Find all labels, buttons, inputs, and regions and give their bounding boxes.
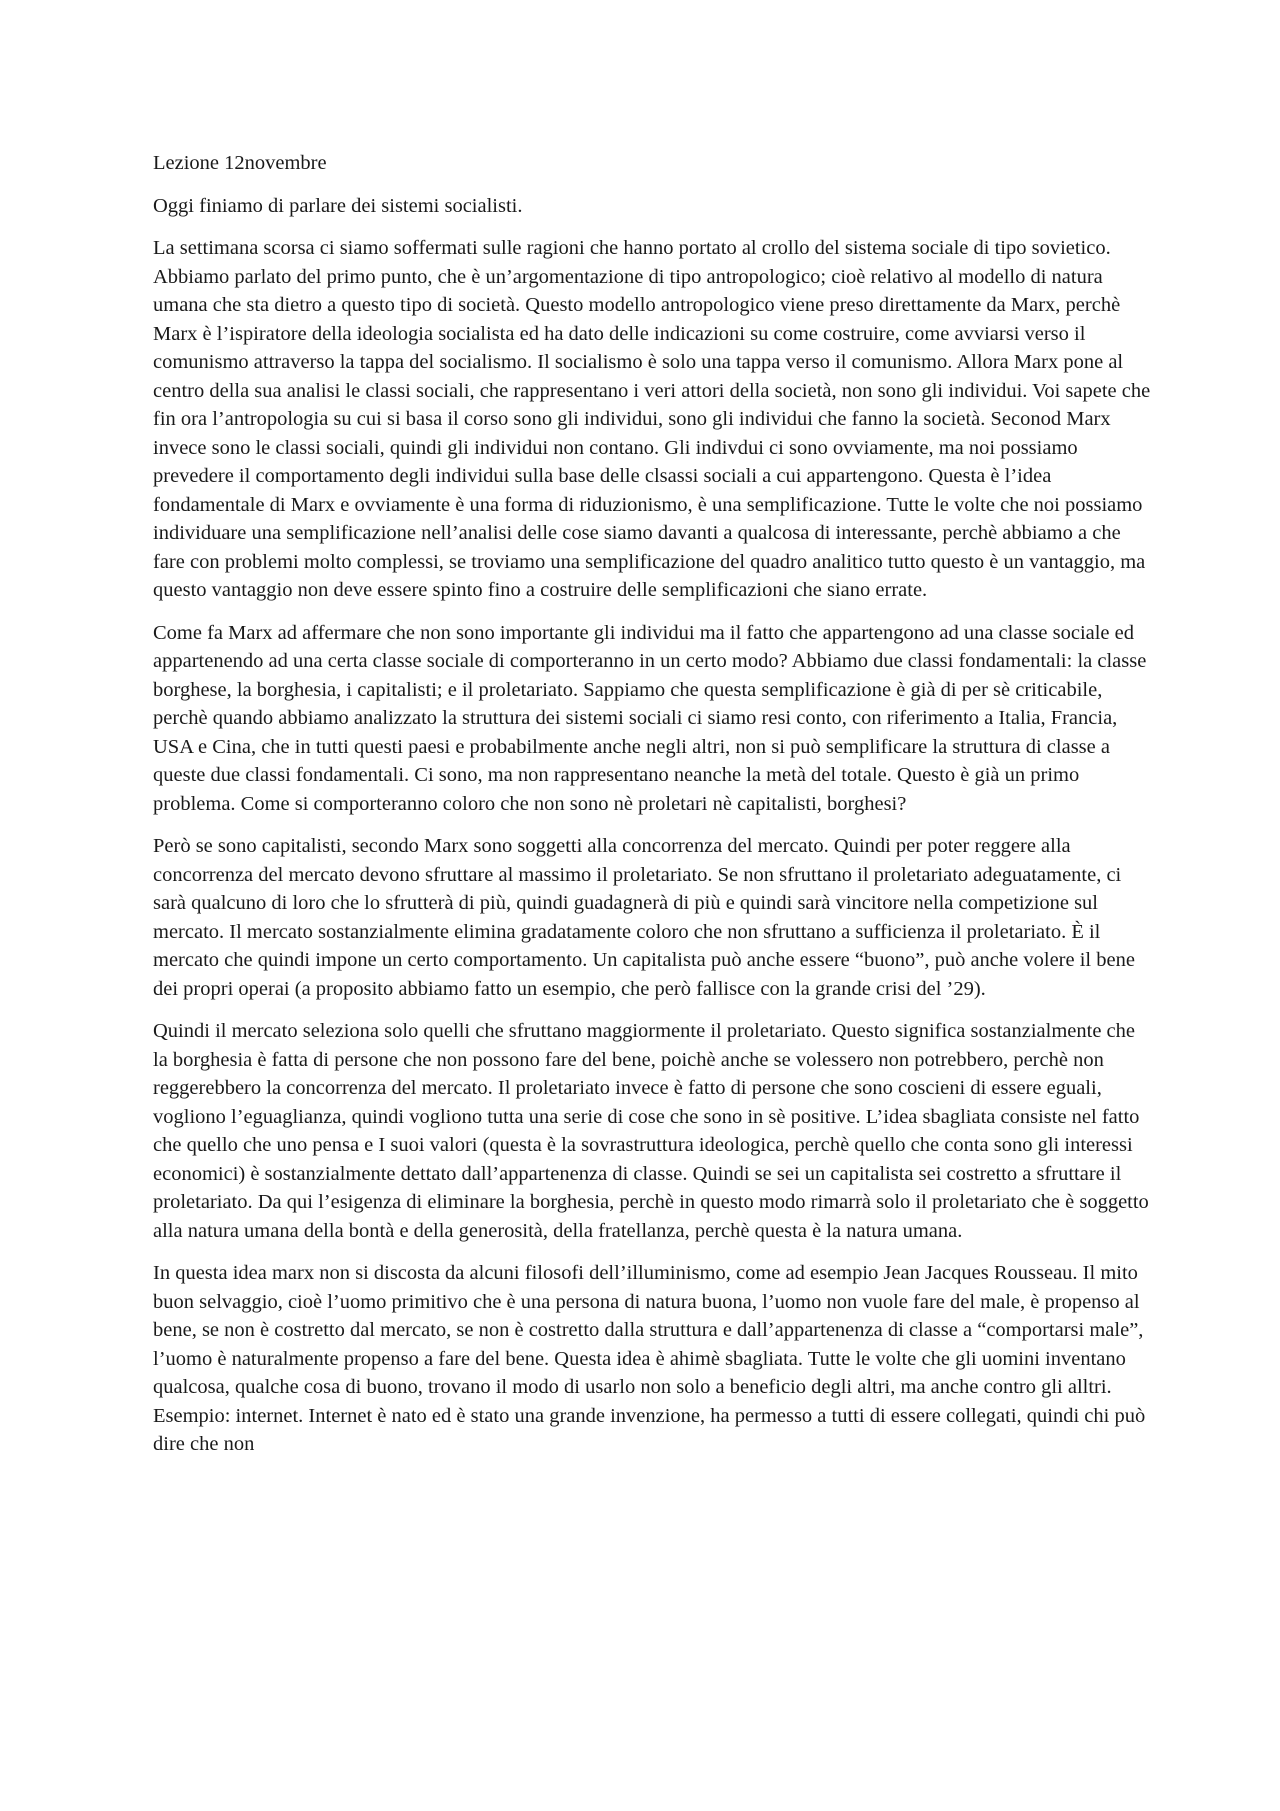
body-paragraph-2: Come fa Marx ad affermare che non sono importante gli individui ma il fatto che appartengono ad una classe sociale ed appartenendo ad una certa classe sociale di comporteranno in un certo modo? Abbiamo due classi fondamentali: la classe borghese, la borghesia, i capitalisti; e il proletariato. Sappiamo che questa semplificazione è già di per sè criticabile, perchè quando abbiamo analizzato la struttura dei sistemi sociali ci siamo resi conto, con riferimento a Italia, Francia, USA e Cina, che in tutti questi paesi e probabilmente anche negli altri, non si può semplificare la struttura di classe a queste due classi fondamentali. Ci sono, ma non rappresentano neanche la metà del totale. Questo è già un primo problema. Come si comporteranno coloro che non sono nè proletari nè capitalisti, borghesi? xyxy=(153,621,1147,815)
body-paragraph-5: In questa idea marx non si discosta da alcuni filosofi dell’illuminismo, come ad esempio Jean Jacques Rousseau. Il mito buon selvaggio, cioè l’uomo primitivo che è una persona di natura buona, l’uomo non vuole fare del male, è propenso al bene, se non è costretto dal mercato, se non è costretto dalla struttura e dall’appartenenza di classe a “comportarsi male”, l’uomo è naturalmente propenso a fare del bene. Questa idea è ahimè sbagliata. Tutte le volte che gli uomini inventano qualcosa, qualche cosa di buono, trovano il modo di usarlo non solo a beneficio degli altri, ma anche contro gli alltri. Esempio: internet. Internet è nato ed è stato una grande invenzione, ha permesso a tutti di essere collegati, quindi chi può dire che non xyxy=(153,1262,1146,1455)
body-paragraph-3: Però se sono capitalisti, secondo Marx sono soggetti alla concorrenza del mercato. Quindi per poter reggere alla concorrenza del mercato devono sfruttare al massimo il proletariato. Se non sfruttano il proletariato adeguatamente, ci sarà qualcuno di loro che lo sfrutterà di più, quindi guadagnerà di più e quindi sarà vincitore nella competizione sul mercato. Il mercato sostanzialmente elimina gradatamente coloro che non sfruttano a sufficienza il proletariato. È il mercato che quindi impone un certo comportamento. Un capitalista può anche essere “buono”, può anche volere il bene dei propri operai (a proposito abbiamo fatto un esempio, che però fallisce con la grande crisi del ’29). xyxy=(153,835,1135,1000)
document-title: Lezione 12novembre xyxy=(153,152,327,174)
intro-paragraph: Oggi finiamo di parlare dei sistemi socialisti. xyxy=(153,194,523,217)
document-page xyxy=(153,149,1153,1473)
body-paragraph-4: Quindi il mercato seleziona solo quelli che sfruttano maggiormente il proletariato. Questo significa sostanzialmente che la borghesia è fatta di persone che non possono fare del bene, poichè anche se volessero non potrebbero, perchè non reggerebbero la concorrenza del mercato. Il proletariato invece è fatto di persone che sono coscieni di essere eguali, vogliono l’eguaglianza, quindi vogliono tutta una serie di cose che sono in sè positive. L’idea sbagliata consiste nel fatto che quello che uno pensa e I suoi valori (questa è la sovrastruttura ideologica, perchè quello che conta sono gli interessi economici) è sostanzialmente dettato dall’appartenenza di classe. Quindi se sei un capitalista sei costretto a sfruttare il proletariato. Da qui l’esigenza di eliminare la borghesia, perchè in questo modo rimarrà solo il proletariato che è soggetto alla natura umana della bontà e della generosità, della fratellanza, perchè questa è la natura umana. xyxy=(153,1020,1149,1242)
body-paragraph-1: La settimana scorsa ci siamo soffermati sulle ragioni che hanno portato al crollo del sistema sociale di tipo sovietico. Abbiamo parlato del primo punto, che è un’argomentazione di tipo antropologico; cioè relativo al modello di natura umana che sta dietro a questo tipo di società. Questo modello antropologico viene preso direttamente da Marx, perchè Marx è l’ispiratore della ideologia socialista ed ha dato delle indicazioni su come costruire, come avviarsi verso il comunismo attraverso la tappa del socialismo. Il socialismo è solo una tappa verso il comunismo. Allora Marx pone al centro della sua analisi le classi sociali, che rappresentano i veri attori della società, non sono gli individui. Voi sapete che fin ora l’antropologia su cui si basa il corso sono gli individui, sono gli individui che fanno la società. Seconod Marx invece sono le classi sociali, quindi gli individui non contano. Gli indivdui ci sono ovviamente, ma noi possiamo prevedere il comportamento degli individui sulla base delle clsassi sociali a cui appartengono. Questa è l’idea fondamentale di Marx e ovviamente è una forma di riduzionismo, è una semplificazione. Tutte le volte che noi possiamo individuare una semplificazione nell’analisi delle cose siamo davanti a qualcosa di interessante, perchè abbiamo a che fare con problemi molto complessi, se troviamo una semplificazione del quadro analitico tutto questo è un vantaggio, ma questo vantaggio non deve essere spinto fino a costruire delle semplificazioni che siano errate. xyxy=(153,237,1151,601)
